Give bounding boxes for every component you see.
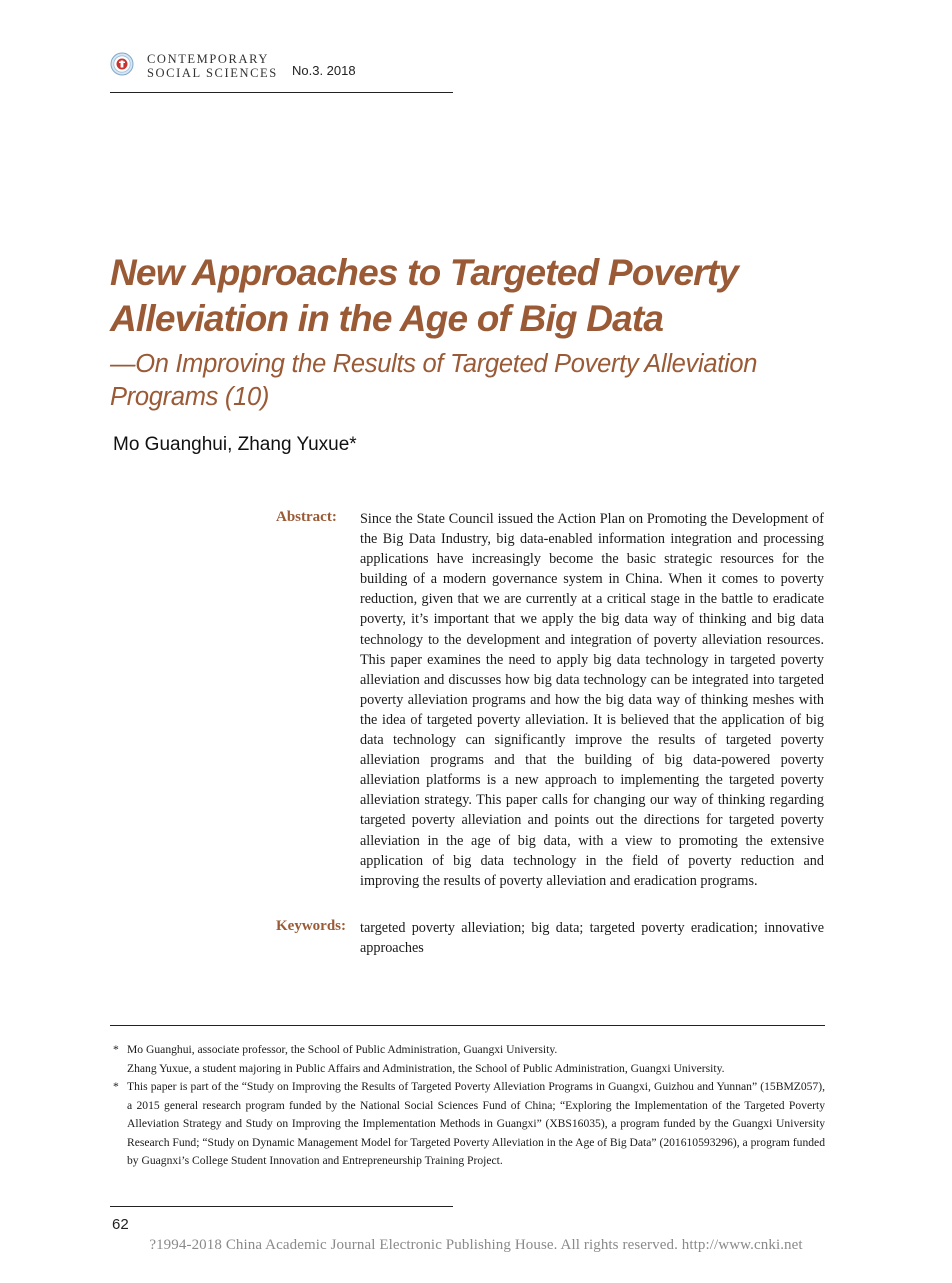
footnote-divider [110, 1025, 825, 1026]
journal-header [110, 50, 453, 94]
footnote-authors [113, 1041, 825, 1078]
footnote-author-1: Mo Guanghui, associate professor, the School of Public Administration, Guangxi University. [127, 1043, 558, 1056]
abstract-text: Since the State Council issued the Action Plan on Promoting the Development of the Big Data Industry, big data-enabled information integration and processing applications have increasingly become the basic strategic resources for the building of a modern governance system in China. When it comes to poverty reduction, given that we are currently at a critical stage in the battle to eradicate poverty, it’s important that we apply the big data way of thinking and big data technology to the development and integration of poverty alleviation resources. This paper examines the need to apply big data technology in targeted poverty alleviation and discusses how big data technology can be integrated into targeted poverty alleviation programs and how the big data way of thinking meshes with the idea of targeted poverty alleviation. It is believed that the application of big data technology can significantly improve the results of targeted poverty alleviation programs and that the building of big data-powered poverty alleviation platforms is a new approach to implementing the targeted poverty alleviation strategy. This paper calls for changing our way of thinking regarding targeted poverty alleviation and points out the directions for targeted poverty alleviation in the age of big data, with a view to promoting the extensive application of big data technology in the field of poverty reduction and improving the results of poverty alleviation and eradication programs. [360, 511, 824, 889]
keywords-text: targeted poverty alleviation; big data; targeted poverty eradication; innovative approaches [360, 920, 824, 957]
authors: Mo Guanghui, Zhang Yuxue* [113, 434, 357, 455]
footnote-marker: * [113, 1043, 119, 1056]
footnote-author-2: Zhang Yuxue, a student majoring in Public Affairs and Administration, the School of Public Administration, Guangxi University. [127, 1061, 725, 1075]
copyright-notice: ?1994-2018 China Academic Journal Electronic Publishing House. All rights reserved. http://www.cnki.net [149, 1237, 803, 1253]
footnote-marker: * [113, 1080, 119, 1093]
page-number: 62 [112, 1216, 129, 1233]
header-divider [110, 92, 453, 93]
paper-title: New Approaches to Targeted Poverty Alleviation in the Age of Big Data [110, 252, 738, 339]
journal-name-line2: SOCIAL SCIENCES [147, 66, 278, 80]
footnote-funding-text: This paper is part of the “Study on Improving the Results of Targeted Poverty Alleviation Programs in Guangxi, Guizhou and Yunnan” (15BMZ057), a 2015 general research program funded by the National Social Sciences Fund of China; “Exploring the Implementation of the Targeted Poverty Alleviation Strategy and Study on Improving the Implementation Methods in Guangxi” (XBS16035), a program funded by the Guangxi University Research Fund; “Study on Dynamic Management Model for Targeted Poverty Alleviation in the Age of Big Data” (201610593296), a program funded by Guagnxi’s College Student Innovation and Entrepreneurship Training Project. [127, 1080, 825, 1168]
paper-subtitle: —On Improving the Results of Targeted Poverty Alleviation Programs (10) [110, 350, 758, 411]
issue-number: No.3. 2018 [292, 63, 356, 78]
keywords-label: Keywords: [276, 918, 346, 934]
abstract-label: Abstract: [276, 509, 337, 525]
journal-seal-icon [110, 52, 134, 76]
journal-name [147, 52, 278, 80]
footnote-funding [113, 1078, 825, 1171]
journal-name-line1: CONTEMPORARY [147, 52, 269, 66]
footer-divider [110, 1206, 453, 1207]
